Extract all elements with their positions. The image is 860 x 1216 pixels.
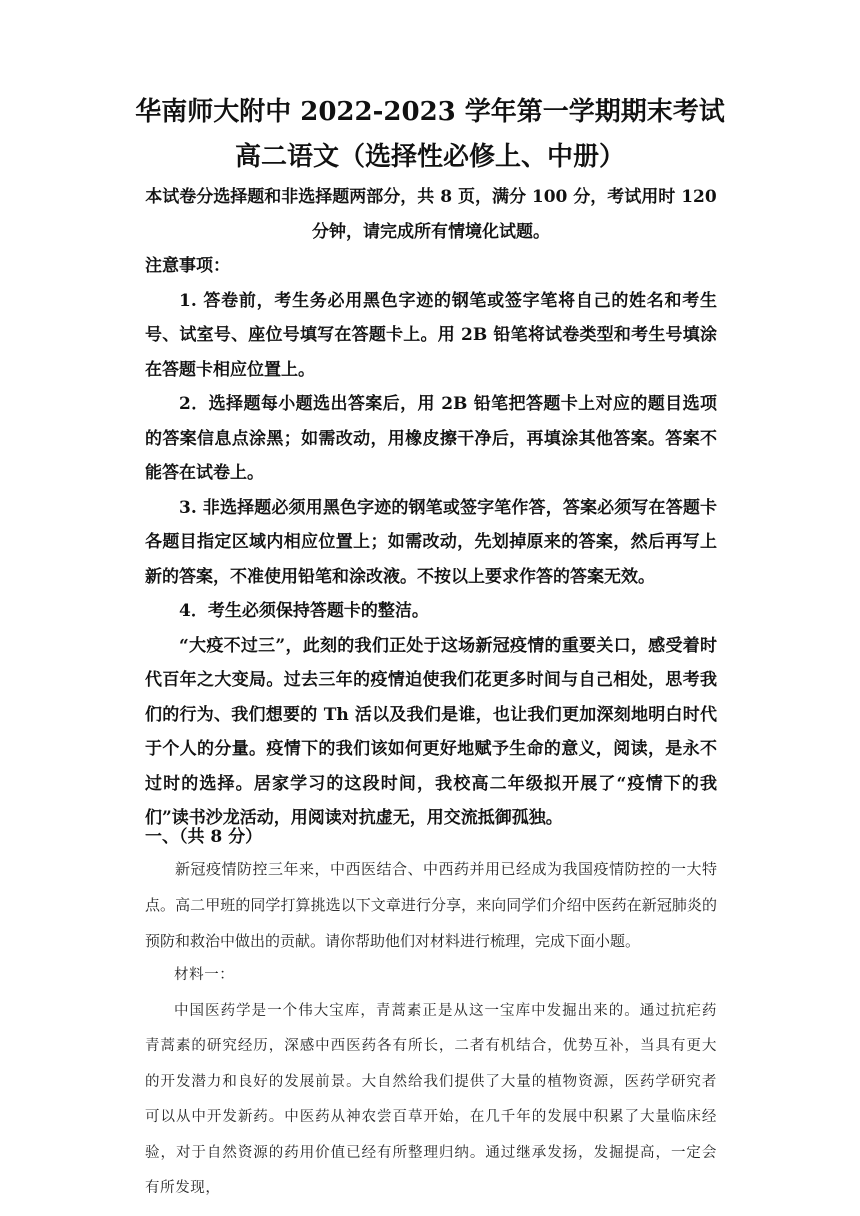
material-label: 材料一： bbox=[174, 967, 235, 983]
section-intro: 新冠疫情防控三年来，中西医结合、中西药并用已经成为我国疫情防控的一大特点。高二甲班的同学打算挑选以下文章进行分享，来向同学们介绍中医药在新冠肺炎的预防和救治中做出的贡献。请你帮助他们对材料进行梳理，完成下面小题。 bbox=[145, 860, 717, 950]
notice-block bbox=[145, 249, 717, 836]
material-block bbox=[145, 958, 717, 1207]
section-heading: 一、（共 8 分） bbox=[145, 827, 263, 847]
exam-intro bbox=[145, 180, 717, 249]
notice-item: 1. 答卷前，考生务必用黑色字迹的钢笔或签字笔将自己的姓名和考生号、试室号、座位号填写在答题卡上。用 2B 铅笔将试卷类型和考生号填涂在答题卡相应位置上。 bbox=[145, 290, 717, 380]
notice-heading: 注意事项： bbox=[145, 256, 230, 276]
exam-subtitle: 高二语文（选择性必修上、中册） bbox=[234, 142, 625, 172]
exam-title: 华南师大附中 2022-2023 学年第一学期期末考试 bbox=[135, 97, 725, 127]
intro-text: 本试卷分选择题和非选择题两部分，共 8 页，满分 100 分，考试用时 120 分钟，请完成所有情境化试题。 bbox=[145, 187, 717, 242]
context-paragraph: “大疫不过三”，此刻的我们正处于这场新冠疫情的重要关口，感受着时代百年之大变局。过去三年的疫情迫使我们花更多时间与自己相处，思考我们的行为、我们想要的 Th 活以及我们是谁，也让我们更加深刻地明白时代于个人的分量。疫情下的我们该如何更好地赋予生命的意义，阅读，是永不过时的选择。居家学习的这段时间，我校高二年级拟开展了“疫情下的我们”读书沙龙活动，用阅读对抗虚无，用交流抵御孤独。 bbox=[145, 635, 717, 828]
notice-item: 3. 非选择题必须用黑色字迹的钢笔或签字笔作答，答案必须写在答题卡各题目指定区域内相应位置上；如需改动，先划掉原来的答案，然后再写上新的答案，不准使用铅笔和涂改液。不按以上要求作答的答案无效。 bbox=[145, 497, 717, 587]
notice-item: 4．考生必须保持答题卡的整洁。 bbox=[179, 601, 429, 621]
section-intro-block bbox=[145, 851, 717, 959]
notice-item: 2．选择题每小题选出答案后，用 2B 铅笔把答题卡上对应的题目选项的答案信息点涂黑；如需改动，用橡皮擦干净后，再填涂其他答案。答案不能答在试卷上。 bbox=[145, 394, 717, 483]
material-text: 中国医药学是一个伟大宝库，青蒿素正是从这一宝库中发掘出来的。通过抗疟药青蒿素的研究经历，深感中西医药各有所长，二者有机结合，优势互补，当具有更大的开发潜力和良好的发展前景。大自然给我们提供了大量的植物资源，医药学研究者可以从中开发新药。中医药从神农尝百草开始，在几千年的发展中积累了大量临床经验，对于自然资源的药用价值已经有所整理归纳。通过继承发扬，发掘提高，一定会有所发现， bbox=[145, 1002, 717, 1196]
